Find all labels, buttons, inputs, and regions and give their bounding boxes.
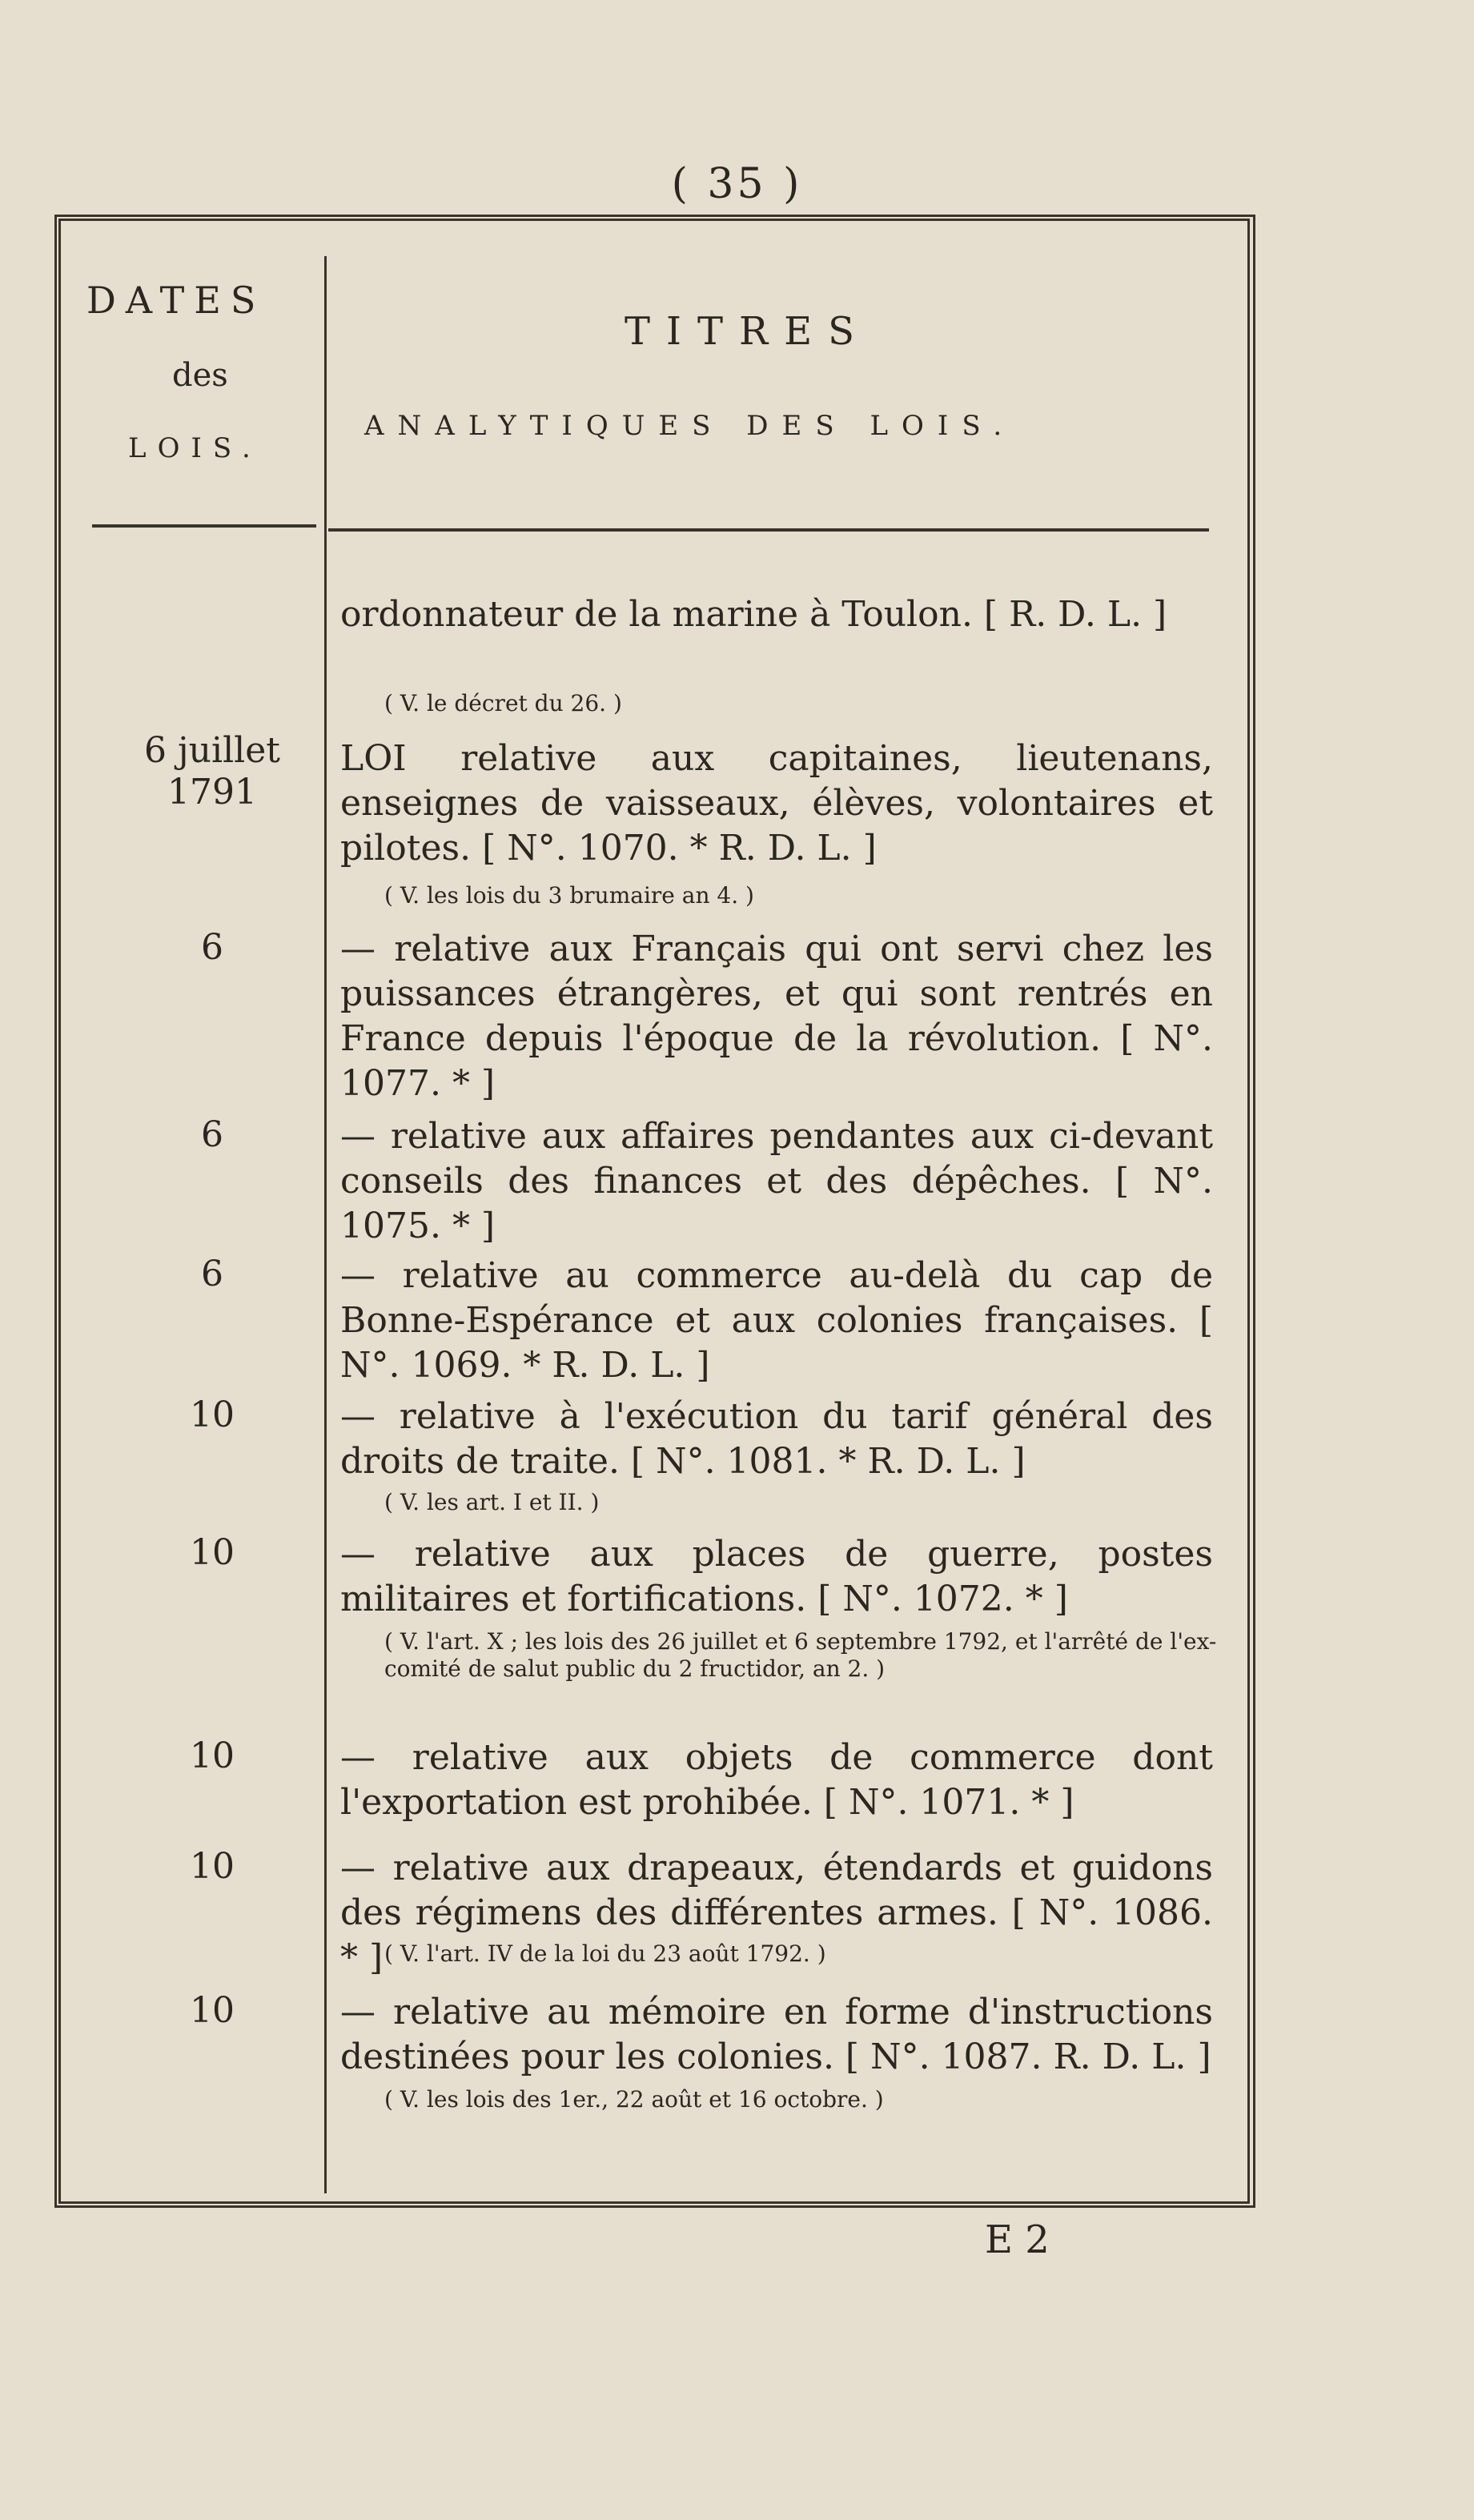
entry-date: 6: [201, 1114, 223, 1155]
entry-note: ( V. les art. I et II. ): [384, 1489, 600, 1515]
entry-date: 10: [190, 1532, 235, 1573]
entry-title: ordonnateur de la marine à Toulon. [ R. D. L. ]: [340, 594, 1167, 635]
entry-title: LOI relative aux capitaines, lieutenans, enseignes de vaisseaux, élèves, volontaires et pilotes. [ N°. 1070. * R. D. L. ]: [340, 738, 1213, 869]
signature-mark: E 2: [985, 2217, 1050, 2262]
entry-date: 10: [190, 1736, 235, 1776]
entry-title: — relative aux places de guerre, postes militaires et fortifications. [ N°. 1072. * ]: [340, 1534, 1213, 1619]
entry-date: 6: [201, 1254, 223, 1294]
entry-title: — relative au mémoire en forme d'instructions destinées pour les colonies. [ N°. 1087. R. D. L. ]: [340, 1992, 1213, 2077]
entry-note: ( V. les lois des 1er., 22 août et 16 octobre. ): [384, 2086, 884, 2113]
entry-title: — relative aux Français qui ont servi chez les puissances étrangères, et qui sont rentrés en France depuis l'époque de la révolution. [ N°. 1077. * ]: [340, 929, 1213, 1104]
entry-date: 10: [190, 1846, 235, 1887]
entry-title: — relative aux drapeaux, étendards et guidons des régimens des différentes armes. [ N°. 1086. * ]: [340, 1848, 1213, 1978]
entry-note: ( V. l'art. X ; les lois des 26 juillet et 6 septembre 1792, et l'arrêté de l'ex-comité de salut public du 2 fructidor, an 2. ): [384, 1628, 1217, 1682]
header-des: des: [172, 357, 228, 394]
entry-date: 10: [190, 1990, 235, 2031]
entry-note: ( V. les lois du 3 brumaire an 4. ): [384, 882, 754, 909]
page-number: ( 35 ): [671, 160, 803, 208]
header-analytiques: ANALYTIQUES DES LOIS.: [364, 410, 1016, 442]
entry-note: ( V. l'art. IV de la loi du 23 août 1792. ): [384, 1940, 826, 1967]
entry-date: 6 juillet 1791: [144, 730, 280, 813]
header-titres: TITRES: [625, 309, 871, 354]
entry-note: ( V. le décret du 26. ): [384, 690, 622, 716]
entry-title: — relative aux objets de commerce dont l'exportation est prohibée. [ N°. 1071. * ]: [340, 1737, 1213, 1823]
entry-date: 10: [190, 1394, 235, 1435]
entry-title: — relative à l'exécution du tarif général des droits de traite. [ N°. 1081. * R. D. L. ]: [340, 1396, 1213, 1482]
entry-title: — relative aux affaires pendantes aux ci-devant conseils des finances et des dépêches. [ N°. 1075. * ]: [340, 1116, 1213, 1246]
entry-title: — relative au commerce au-delà du cap de Bonne-Espérance et aux colonies françaises. [ N°. 1069. * R. D. L. ]: [340, 1255, 1213, 1386]
header-lois: LOIS.: [128, 432, 262, 464]
header-dates: DATES: [86, 279, 266, 322]
entry-date: 6: [201, 927, 223, 968]
